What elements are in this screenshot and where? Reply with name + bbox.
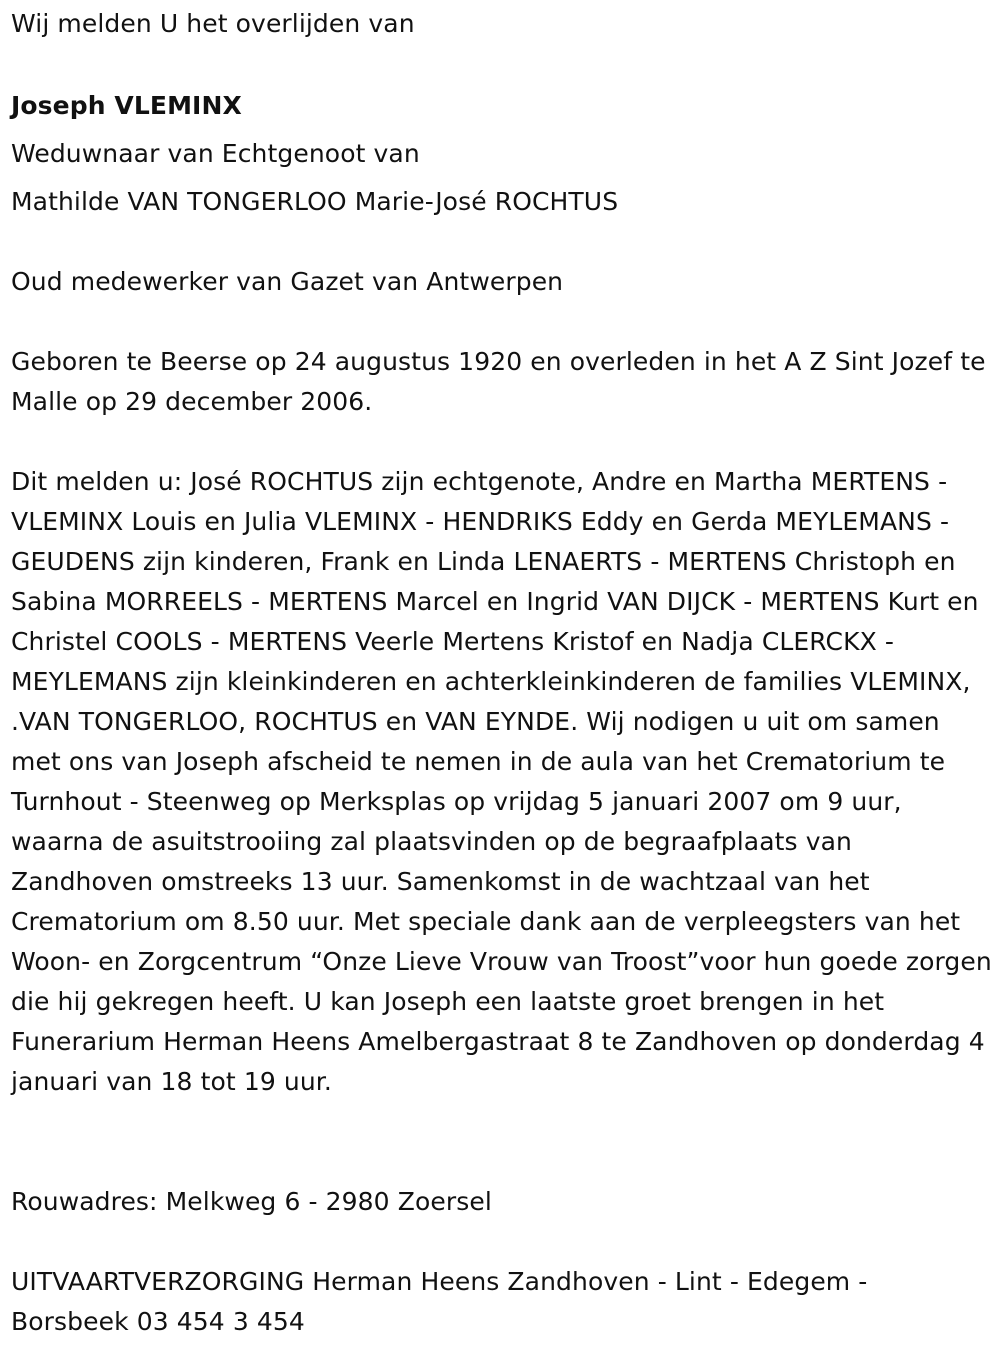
relation-line: Weduwnaar van Echtgenoot van (11, 139, 420, 168)
announcement-paragraph: Dit melden u: José ROCHTUS zijn echtgenote, Andre en Martha MERTENS - VLEMINX Louis en Julia VLEMINX - HENDRIKS Eddy en Gerda MEYLEMANS - GEUDENS zijn kinderen, Frank en Linda LENAERTS - MERTENS Christoph en Sabina MORREELS - MERTENS Marcel en Ingrid VAN DIJCK - MERTENS Kurt en Christel COOLS - MERTENS Veerle Mertens Kristof en Nadja CLERCKX - MEYLEMANS zijn kleinkinderen en achterkleinkinderen de families VLEMINX, .VAN TONGERLOO, ROCHTUS en VAN EYNDE. Wij nodigen u uit om samen met ons van Joseph afscheid te nemen in de aula van het Crematorium te Turnhout - Steenweg op Merksplas op vrijdag 5 januari 2007 om 9 uur, waarna de asuitstrooiing zal plaatsvinden op de begraafplaats van Zandhoven omstreeks 13 uur. Samenkomst in de wachtzaal van het Crematorium om 8.50 uur. Met speciale dank aan de verpleegsters van het Woon- en Zorgcentrum “Onze Lieve Vrouw van Troost”voor hun goede zorgen die hij gekregen heeft. U kan Joseph een laatste groet brengen in het Funerarium Herman Heens Amelbergastraat 8 te Zandhoven op donderdag 4 januari van 18 tot 19 uur. (11, 467, 992, 1096)
mourning-address: Rouwadres: Melkweg 6 - 2980 Zoersel (11, 1187, 492, 1216)
occupation-text: Oud medewerker van Gazet van Antwerpen (11, 267, 564, 296)
spouses-line: Mathilde VAN TONGERLOO Marie-José ROCHTUS (11, 187, 619, 216)
intro-text: Wij melden U het overlijden van (11, 9, 415, 38)
birth-death-paragraph: Geboren te Beerse op 24 augustus 1920 en overleden in het A Z Sint Jozef te Malle op 29 december 2006. (11, 347, 986, 416)
funeral-service-info: UITVAARTVERZORGING Herman Heens Zandhoven - Lint - Edegem - Borsbeek 03 454 3 454 (11, 1267, 868, 1336)
deceased-name: Joseph VLEMINX (11, 91, 242, 120)
